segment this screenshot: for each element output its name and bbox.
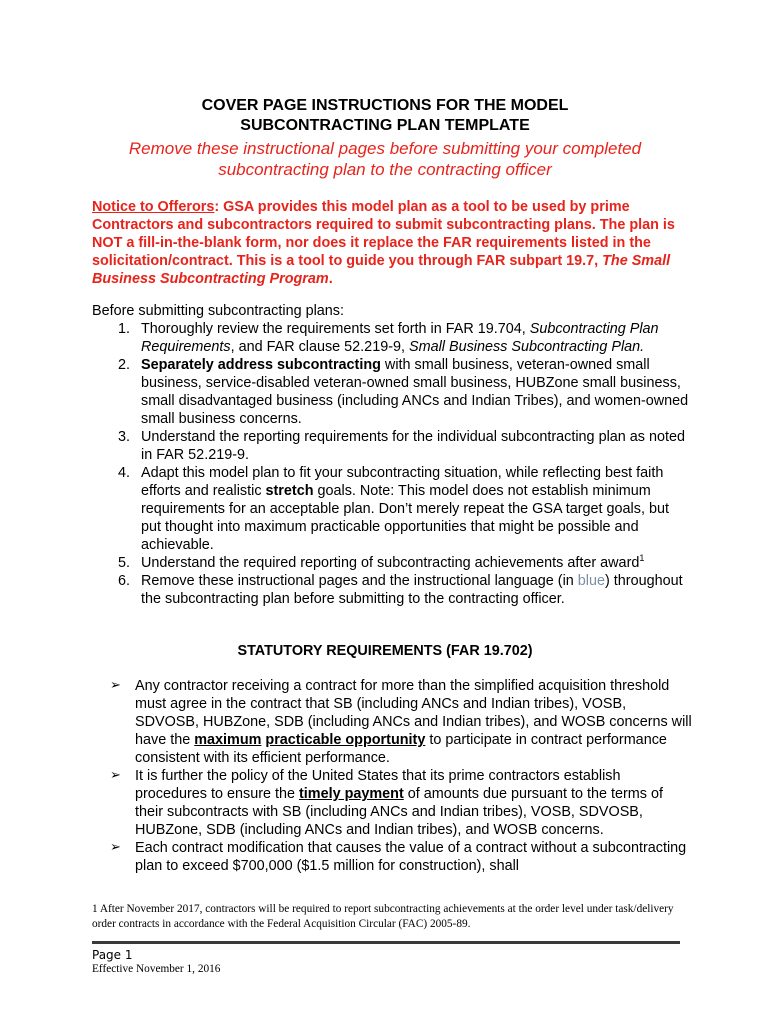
document-title-line-2: SUBCONTRACTING PLAN TEMPLATE (240, 117, 530, 134)
list-item (92, 464, 692, 554)
notice-program-name: The Small Business Subcontracting Program (92, 253, 671, 287)
step-number: 3. (118, 429, 131, 445)
document-title-line-1: COVER PAGE INSTRUCTIONS FOR THE MODEL (201, 97, 569, 114)
notice-text: : GSA provides this model plan as a tool to be used by prime Contractors and subcontractors required to submit subcontracting plans. The plan is NOT a fill-in-the-blank form, nor does it replace the FAR requirements listed in the solicitation/contract. This is a tool to guide you through FAR subpart 19.7, (92, 199, 675, 269)
step-italic-text: Small Business Subcontracting Plan. (409, 339, 645, 355)
bullet-text: Any contractor receiving a contract for more than the simplified acquisition threshold must agree in the contract that SB (including ANCs and Indian tribes), VOSB, SDVOSB, HUBZone, SDB (including ANCs and Indian tribes), and WOSB concerns will have the (135, 678, 692, 748)
step-text: Thoroughly review the requirements set forth in FAR 19.704, (141, 321, 530, 337)
notice-label: Notice to Offerors (92, 199, 215, 215)
statutory-bullets (92, 677, 692, 875)
bullet-text: It is further the policy of the United States that its prime contractors establish procedures to ensure the (135, 768, 621, 802)
footnote-reference: 1 (639, 553, 645, 564)
step-text: Understand the reporting requirements for the individual subcontracting plan as noted in FAR 52.219-9. (141, 429, 685, 463)
statutory-requirements-heading: STATUTORY REQUIREMENTS (FAR 19.702) (237, 643, 533, 659)
step-text: Remove these instructional pages and the instructional language (in (141, 573, 578, 589)
bullet-emphasis: maximum (194, 732, 262, 748)
step-text: , and FAR clause 52.219-9, (230, 339, 409, 355)
list-item (92, 320, 692, 356)
list-item (92, 839, 692, 875)
list-item (92, 572, 692, 608)
arrow-bullet-icon: ➢ (110, 840, 121, 855)
bullet-text: to participate in contract performance consistent with its efficient performance. (135, 732, 667, 766)
step-bold-text: Separately address subcontracting (141, 357, 381, 373)
notice-end: . (328, 271, 333, 287)
bullet-emphasis: timely payment (299, 786, 404, 802)
footnote: 1 After November 2017, contractors will be required to report subcontracting achievements at the order level under task/delivery order contracts in accordance with the Federal Acquisition Circular (FAC) 2005-89. (92, 903, 674, 930)
list-item (92, 554, 692, 572)
intro-text: Before submitting subcontracting plans: (92, 303, 344, 319)
list-item (92, 356, 692, 428)
step-number: 6. (118, 573, 131, 589)
arrow-bullet-icon: ➢ (110, 768, 121, 783)
effective-date: Effective November 1, 2016 (92, 963, 221, 975)
bullet-text: Each contract modification that causes the value of a contract without a subcontracting plan to exceed $700,000 ($1.5 million for construction), shall (135, 840, 687, 874)
notice-to-offerors (92, 198, 692, 288)
steps-list (92, 320, 692, 608)
arrow-bullet-icon: ➢ (110, 678, 121, 693)
step-number: 4. (118, 465, 131, 481)
instruction-subtitle-line-2: subcontracting plan to the contracting officer (218, 160, 552, 179)
list-item (92, 767, 692, 839)
step-italic-text: Subcontracting Plan Requirements (141, 321, 659, 355)
page-number: Page 1 (92, 948, 133, 962)
footer-divider (92, 941, 680, 944)
step-text: with small business, veteran-owned small business, service-disabled veteran-owned small business, HUBZone small business, small disadvantaged business (including ANCs and Indian Tribes), and women-owned small business concerns. (141, 357, 689, 427)
blue-word: blue (577, 573, 606, 589)
step-text: Understand the required reporting of subcontracting achievements after award (141, 555, 640, 571)
step-text: Adapt this model plan to fit your subcontracting situation, while reflecting best faith efforts and realistic (141, 465, 664, 499)
step-number: 5. (118, 555, 131, 571)
instruction-subtitle-line-1: Remove these instructional pages before submitting your completed (128, 139, 642, 158)
step-number: 2. (118, 357, 131, 373)
bullet-text: of amounts due pursuant to the terms of their subcontracts with SB (including ANCs and Indian tribes), VOSB, SDVOSB, HUBZone, SDB (including ANCs and Indian tribes), and WOSB concerns. (135, 786, 663, 838)
step-text: ) throughout the subcontracting plan before submitting to the contracting officer. (141, 573, 683, 607)
step-number: 1. (118, 321, 131, 337)
step-bold-text: stretch (265, 483, 314, 499)
step-text: goals. Note: This model does not establish minimum requirements for an acceptable plan. Don’t merely repeat the GSA target goals, but put thought into maximum practicable opportunities that might be possible and achievable. (141, 483, 669, 553)
list-item (92, 428, 692, 464)
list-item (92, 677, 692, 767)
bullet-emphasis: practicable opportunity (265, 732, 426, 748)
